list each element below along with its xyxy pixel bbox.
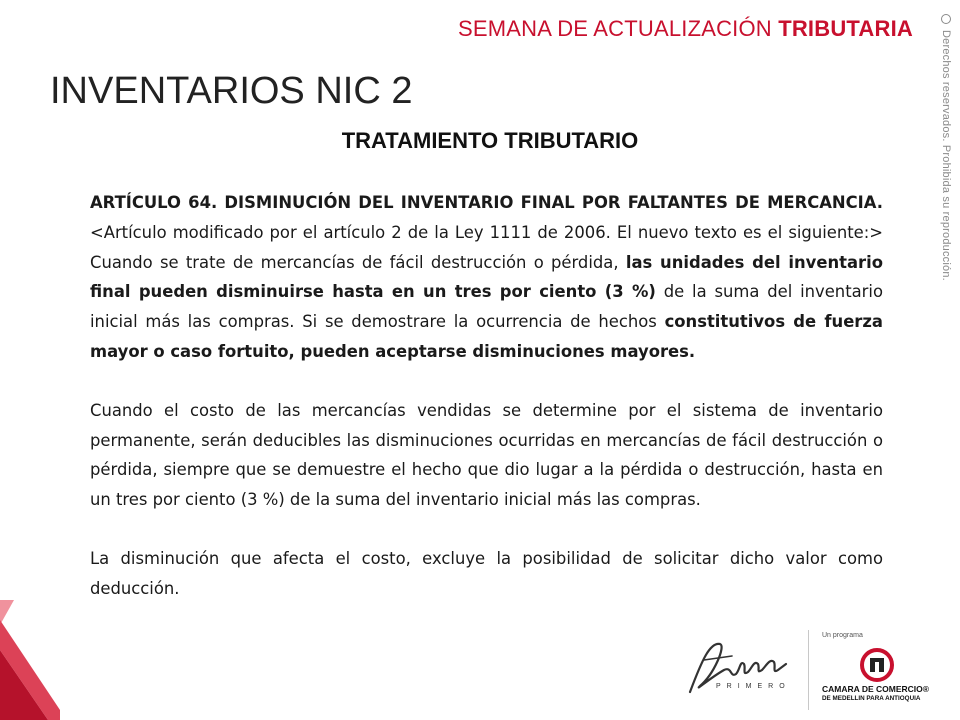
primero-label: PRIMERO [716,683,791,690]
article-heading: ARTÍCULO 64. DISMINUCIÓN DEL INVENTARIO FINAL POR FALTANTES DE MERCANCIA. [90,193,883,212]
copyright-logo-icon [941,14,951,24]
programa-label: Un programa [822,632,863,639]
section-subtitle: TRATAMIENTO TRIBUTARIO [341,128,639,153]
banner-light-text: SEMANA DE ACTUALIZACIÓN [458,16,779,41]
camara-comercio-name: CAMARA DE COMERCIO® [822,684,930,694]
camara-comercio-subname: DE MEDELLIN PARA ANTIOQUIA [822,695,921,702]
event-banner [458,16,913,42]
copyright-text: Derechos reservados. Prohibida su reproducción. [940,30,952,281]
body-content [90,188,883,633]
page-title: INVENTARIOS NIC 2 [50,70,413,112]
article-bold-1: las unidades del inventario final pueden disminuirse hasta en un tres por ciento (3 %) [90,252,883,302]
paragraph-inventory-permanent: Cuando el costo de las mercancías vendidas se determine por el sistema de inventario permanente, serán deducibles las disminuciones ocurridas en mercancías de fácil destrucción o pérdida, siempre que se demuestre el hecho que dio lugar a la pérdida o destrucción, hasta en un tres por ciento (3 %) de la suma del inventario inicial más las compras. [90,400,883,510]
article-text-1: <Artículo modificado por el artículo 2 de la Ley 1111 de 2006. El nuevo texto es el siguiente:> Cuando se trate de mercancías de fácil destrucción o pérdida, [90,222,883,272]
article-paragraph [90,188,883,367]
paragraph-deduction: La disminución que afecta el costo, excluye la posibilidad de solicitar dicho valor como deducción. [90,548,883,598]
footer-divider [808,630,809,710]
banner-bold-text: TRIBUTARIA [778,16,913,41]
red-corner-decoration [0,600,60,720]
afiliados-signature-logo [680,630,800,710]
camara-comercio-logo-icon [860,648,894,682]
article-bold-2: constitutivos de fuerza mayor o caso fortuito, pueden aceptarse disminuciones mayores. [90,312,883,361]
article-text-2: de la suma del inventario inicial más las compras. Si se demostrare la ocurrencia de hechos [90,282,883,332]
